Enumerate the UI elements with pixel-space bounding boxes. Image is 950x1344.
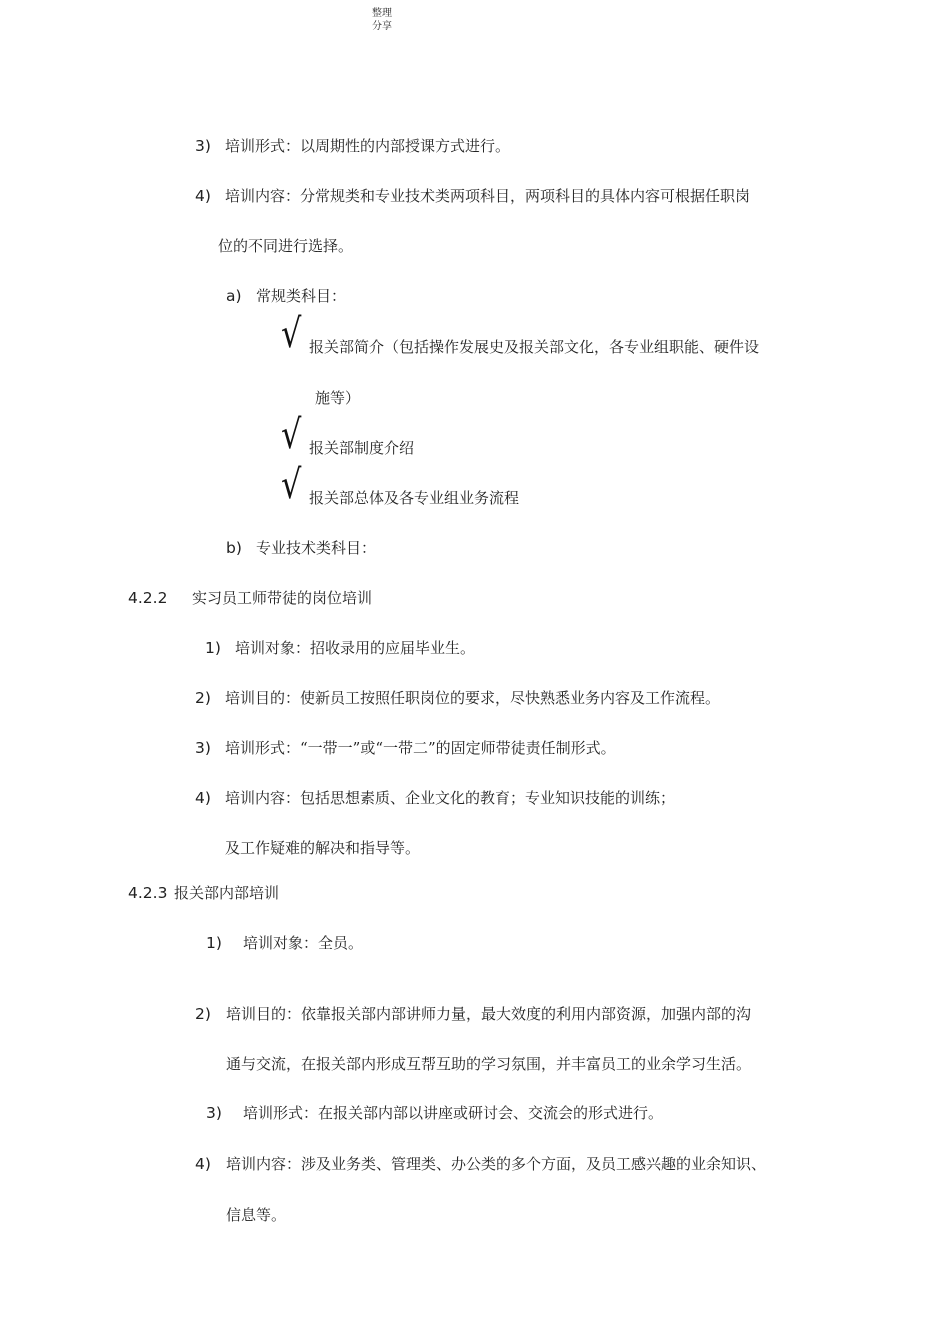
- item-text: 培训内容：涉及业务类、管理类、办公类的多个方面，及员工感兴趣的业余知识、: [226, 1155, 767, 1173]
- section-title: 实习员工师带徒的岗位培训: [192, 589, 373, 607]
- item-text: 培训内容：分常规类和专业技术类两项科目，两项科目的具体内容可根据任职岗: [225, 187, 751, 205]
- check-item-text: 报关部制度介绍: [309, 439, 415, 457]
- item-text: 培训形式：以周期性的内部授课方式进行。: [225, 137, 511, 155]
- item-text-continued: 位的不同进行选择。: [218, 237, 354, 255]
- item-text: 培训形式：在报关部内部以讲座或研讨会、交流会的形式进行。: [243, 1104, 664, 1122]
- check-item-text: 报关部简介（包括操作发展史及报关部文化，各专业组职能、硬件设: [309, 338, 760, 356]
- item-text: 培训目的：依靠报关部内部讲师力量，最大效度的利用内部资源，加强内部的沟: [226, 1005, 752, 1023]
- checkmark-icon: √: [281, 311, 302, 357]
- section-number: 4.2.2: [128, 589, 168, 607]
- checkmark-icon: √: [281, 462, 302, 508]
- item-number: 1): [205, 639, 221, 657]
- item-number: 4): [195, 789, 211, 807]
- item-number: 3): [195, 137, 211, 155]
- item-text: 培训目的：使新员工按照任职岗位的要求，尽快熟悉业务内容及工作流程。: [225, 689, 721, 707]
- item-number: 3): [195, 739, 211, 757]
- item-number: 4): [195, 187, 211, 205]
- item-text: 培训对象：招收录用的应届毕业生。: [235, 639, 476, 657]
- item-number: 2): [195, 689, 211, 707]
- item-number: 3): [206, 1104, 222, 1122]
- subitem-text: 常规类科目：: [256, 287, 347, 305]
- item-number: 4): [195, 1155, 211, 1173]
- item-text: 培训形式：“一带一”或“一带二”的固定师带徒责任制形式。: [225, 739, 616, 757]
- section-number: 4.2.3: [128, 884, 168, 902]
- check-item-text-continued: 施等）: [315, 389, 361, 407]
- item-text: 培训内容：包括思想素质、企业文化的教育；专业知识技能的训练；: [225, 789, 676, 807]
- item-text: 培训对象：全员。: [243, 934, 364, 952]
- subitem-text: 专业技术类科目：: [256, 539, 377, 557]
- item-text-continued: 信息等。: [226, 1206, 287, 1224]
- page-header: 整理分享: [372, 8, 392, 32]
- item-text-continued: 及工作疑难的解决和指导等。: [225, 839, 421, 857]
- item-text-continued: 通与交流，在报关部内形成互帮互助的学习氛围，并丰富员工的业余学习生活。: [226, 1055, 752, 1073]
- checkmark-icon: √: [281, 412, 302, 458]
- item-number: 1): [206, 934, 222, 952]
- check-item-text: 报关部总体及各专业组业务流程: [309, 489, 520, 507]
- item-number: 2): [195, 1005, 211, 1023]
- subitem-letter: a): [226, 287, 242, 305]
- section-title: 报关部内部培训: [174, 884, 280, 902]
- subitem-letter: b): [226, 539, 242, 557]
